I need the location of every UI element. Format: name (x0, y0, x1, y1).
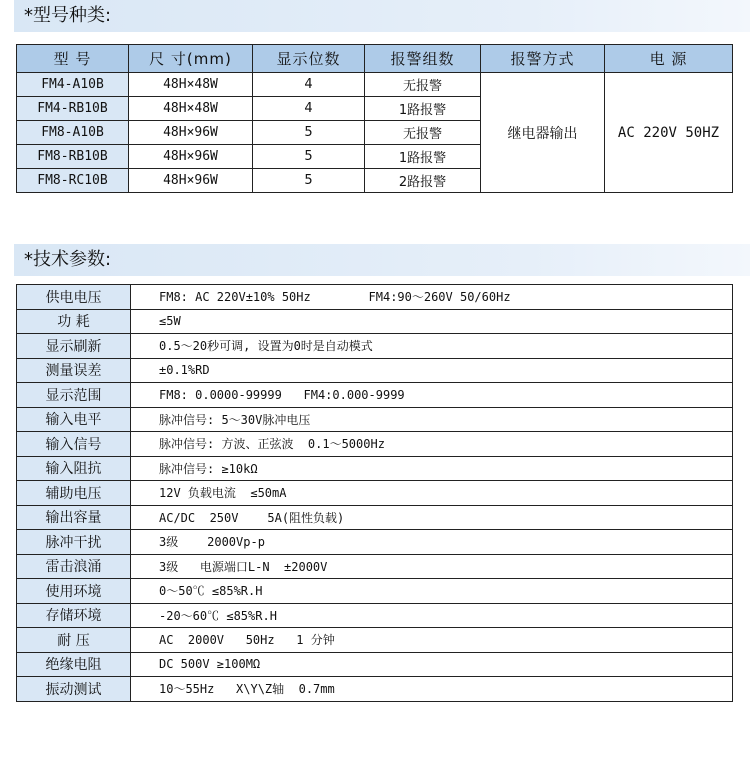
table-row (17, 677, 733, 702)
table-row (17, 628, 733, 653)
digits-cell: 5 (253, 145, 365, 169)
header-digits: 显示位数 (253, 45, 365, 73)
alarm-groups-cell: 无报警 (365, 121, 481, 145)
table-row (17, 285, 733, 310)
spec-value: 脉冲信号: 方波、正弦波 0.1～5000Hz (131, 432, 733, 457)
model-cell: FM8-RB10B (17, 145, 129, 169)
header-size: 尺 寸(mm) (129, 45, 253, 73)
spec-value: AC/DC 250V 5A(阻性负载) (131, 505, 733, 530)
table-row (17, 554, 733, 579)
alarm-groups-cell: 1路报警 (365, 97, 481, 121)
spec-label: 耐 压 (17, 628, 131, 653)
alarm-method-cell: 继电器输出 (481, 73, 605, 193)
size-cell: 48H×96W (129, 121, 253, 145)
section-title-tech-specs: *技术参数: (14, 244, 750, 276)
spec-value: 脉冲信号: 5～30V脉冲电压 (131, 407, 733, 432)
spec-label: 输出容量 (17, 505, 131, 530)
spec-label: 测量误差 (17, 358, 131, 383)
alarm-groups-cell: 无报警 (365, 73, 481, 97)
spec-label: 功 耗 (17, 309, 131, 334)
spec-value: FM8: AC 220V±10% 50Hz FM4:90～260V 50/60Hz (131, 285, 733, 310)
spec-value: ±0.1%RD (131, 358, 733, 383)
table-row (17, 309, 733, 334)
size-cell: 48H×48W (129, 97, 253, 121)
table-row (17, 334, 733, 359)
table-row (17, 579, 733, 604)
spec-label: 辅助电压 (17, 481, 131, 506)
power-cell: AC 220V 50HZ (605, 73, 733, 193)
size-cell: 48H×96W (129, 145, 253, 169)
table-row (17, 358, 733, 383)
alarm-groups-cell: 2路报警 (365, 169, 481, 193)
spec-value: -20～60℃ ≤85%R.H (131, 603, 733, 628)
table-row (17, 383, 733, 408)
table-row (17, 481, 733, 506)
table-row (17, 603, 733, 628)
spec-label: 输入电平 (17, 407, 131, 432)
section-title-model-types: *型号种类: (14, 0, 750, 32)
table-row (17, 407, 733, 432)
spec-value: FM8: 0.0000-99999 FM4:0.000-9999 (131, 383, 733, 408)
spec-label: 显示刷新 (17, 334, 131, 359)
table-row (17, 432, 733, 457)
size-cell: 48H×48W (129, 73, 253, 97)
digits-cell: 4 (253, 73, 365, 97)
spec-label: 绝缘电阻 (17, 652, 131, 677)
spec-label: 振动测试 (17, 677, 131, 702)
spec-value: 12V 负载电流 ≤50mA (131, 481, 733, 506)
spec-value: 3级 2000Vp-p (131, 530, 733, 555)
digits-cell: 5 (253, 121, 365, 145)
spec-label: 显示范围 (17, 383, 131, 408)
spec-value: 3级 电源端口L-N ±2000V (131, 554, 733, 579)
spec-value: DC 500V ≥100MΩ (131, 652, 733, 677)
table-row (17, 652, 733, 677)
digits-cell: 5 (253, 169, 365, 193)
spec-label: 存储环境 (17, 603, 131, 628)
header-power: 电 源 (605, 45, 733, 73)
spec-label: 供电电压 (17, 285, 131, 310)
spec-label: 输入阻抗 (17, 456, 131, 481)
spec-value: 0～50℃ ≤85%R.H (131, 579, 733, 604)
size-cell: 48H×96W (129, 169, 253, 193)
table-row (17, 505, 733, 530)
model-cell: FM4-RB10B (17, 97, 129, 121)
spec-value: AC 2000V 50Hz 1 分钟 (131, 628, 733, 653)
model-cell: FM8-A10B (17, 121, 129, 145)
table-row (17, 530, 733, 555)
model-cell: FM4-A10B (17, 73, 129, 97)
alarm-groups-cell: 1路报警 (365, 145, 481, 169)
spec-label: 输入信号 (17, 432, 131, 457)
table-row (17, 456, 733, 481)
header-alarm-method: 报警方式 (481, 45, 605, 73)
model-types-table (16, 44, 733, 193)
spec-label: 脉冲干扰 (17, 530, 131, 555)
header-model: 型 号 (17, 45, 129, 73)
tech-specs-table (16, 284, 733, 702)
spec-value: 0.5～20秒可调, 设置为0时是自动模式 (131, 334, 733, 359)
digits-cell: 4 (253, 97, 365, 121)
spec-label: 雷击浪涌 (17, 554, 131, 579)
table-header-row (17, 45, 733, 73)
spec-label: 使用环境 (17, 579, 131, 604)
spec-value: 10～55Hz X\Y\Z轴 0.7mm (131, 677, 733, 702)
spec-value: ≤5W (131, 309, 733, 334)
header-alarm-groups: 报警组数 (365, 45, 481, 73)
spec-value: 脉冲信号: ≥10kΩ (131, 456, 733, 481)
model-cell: FM8-RC10B (17, 169, 129, 193)
table-row (17, 73, 733, 97)
